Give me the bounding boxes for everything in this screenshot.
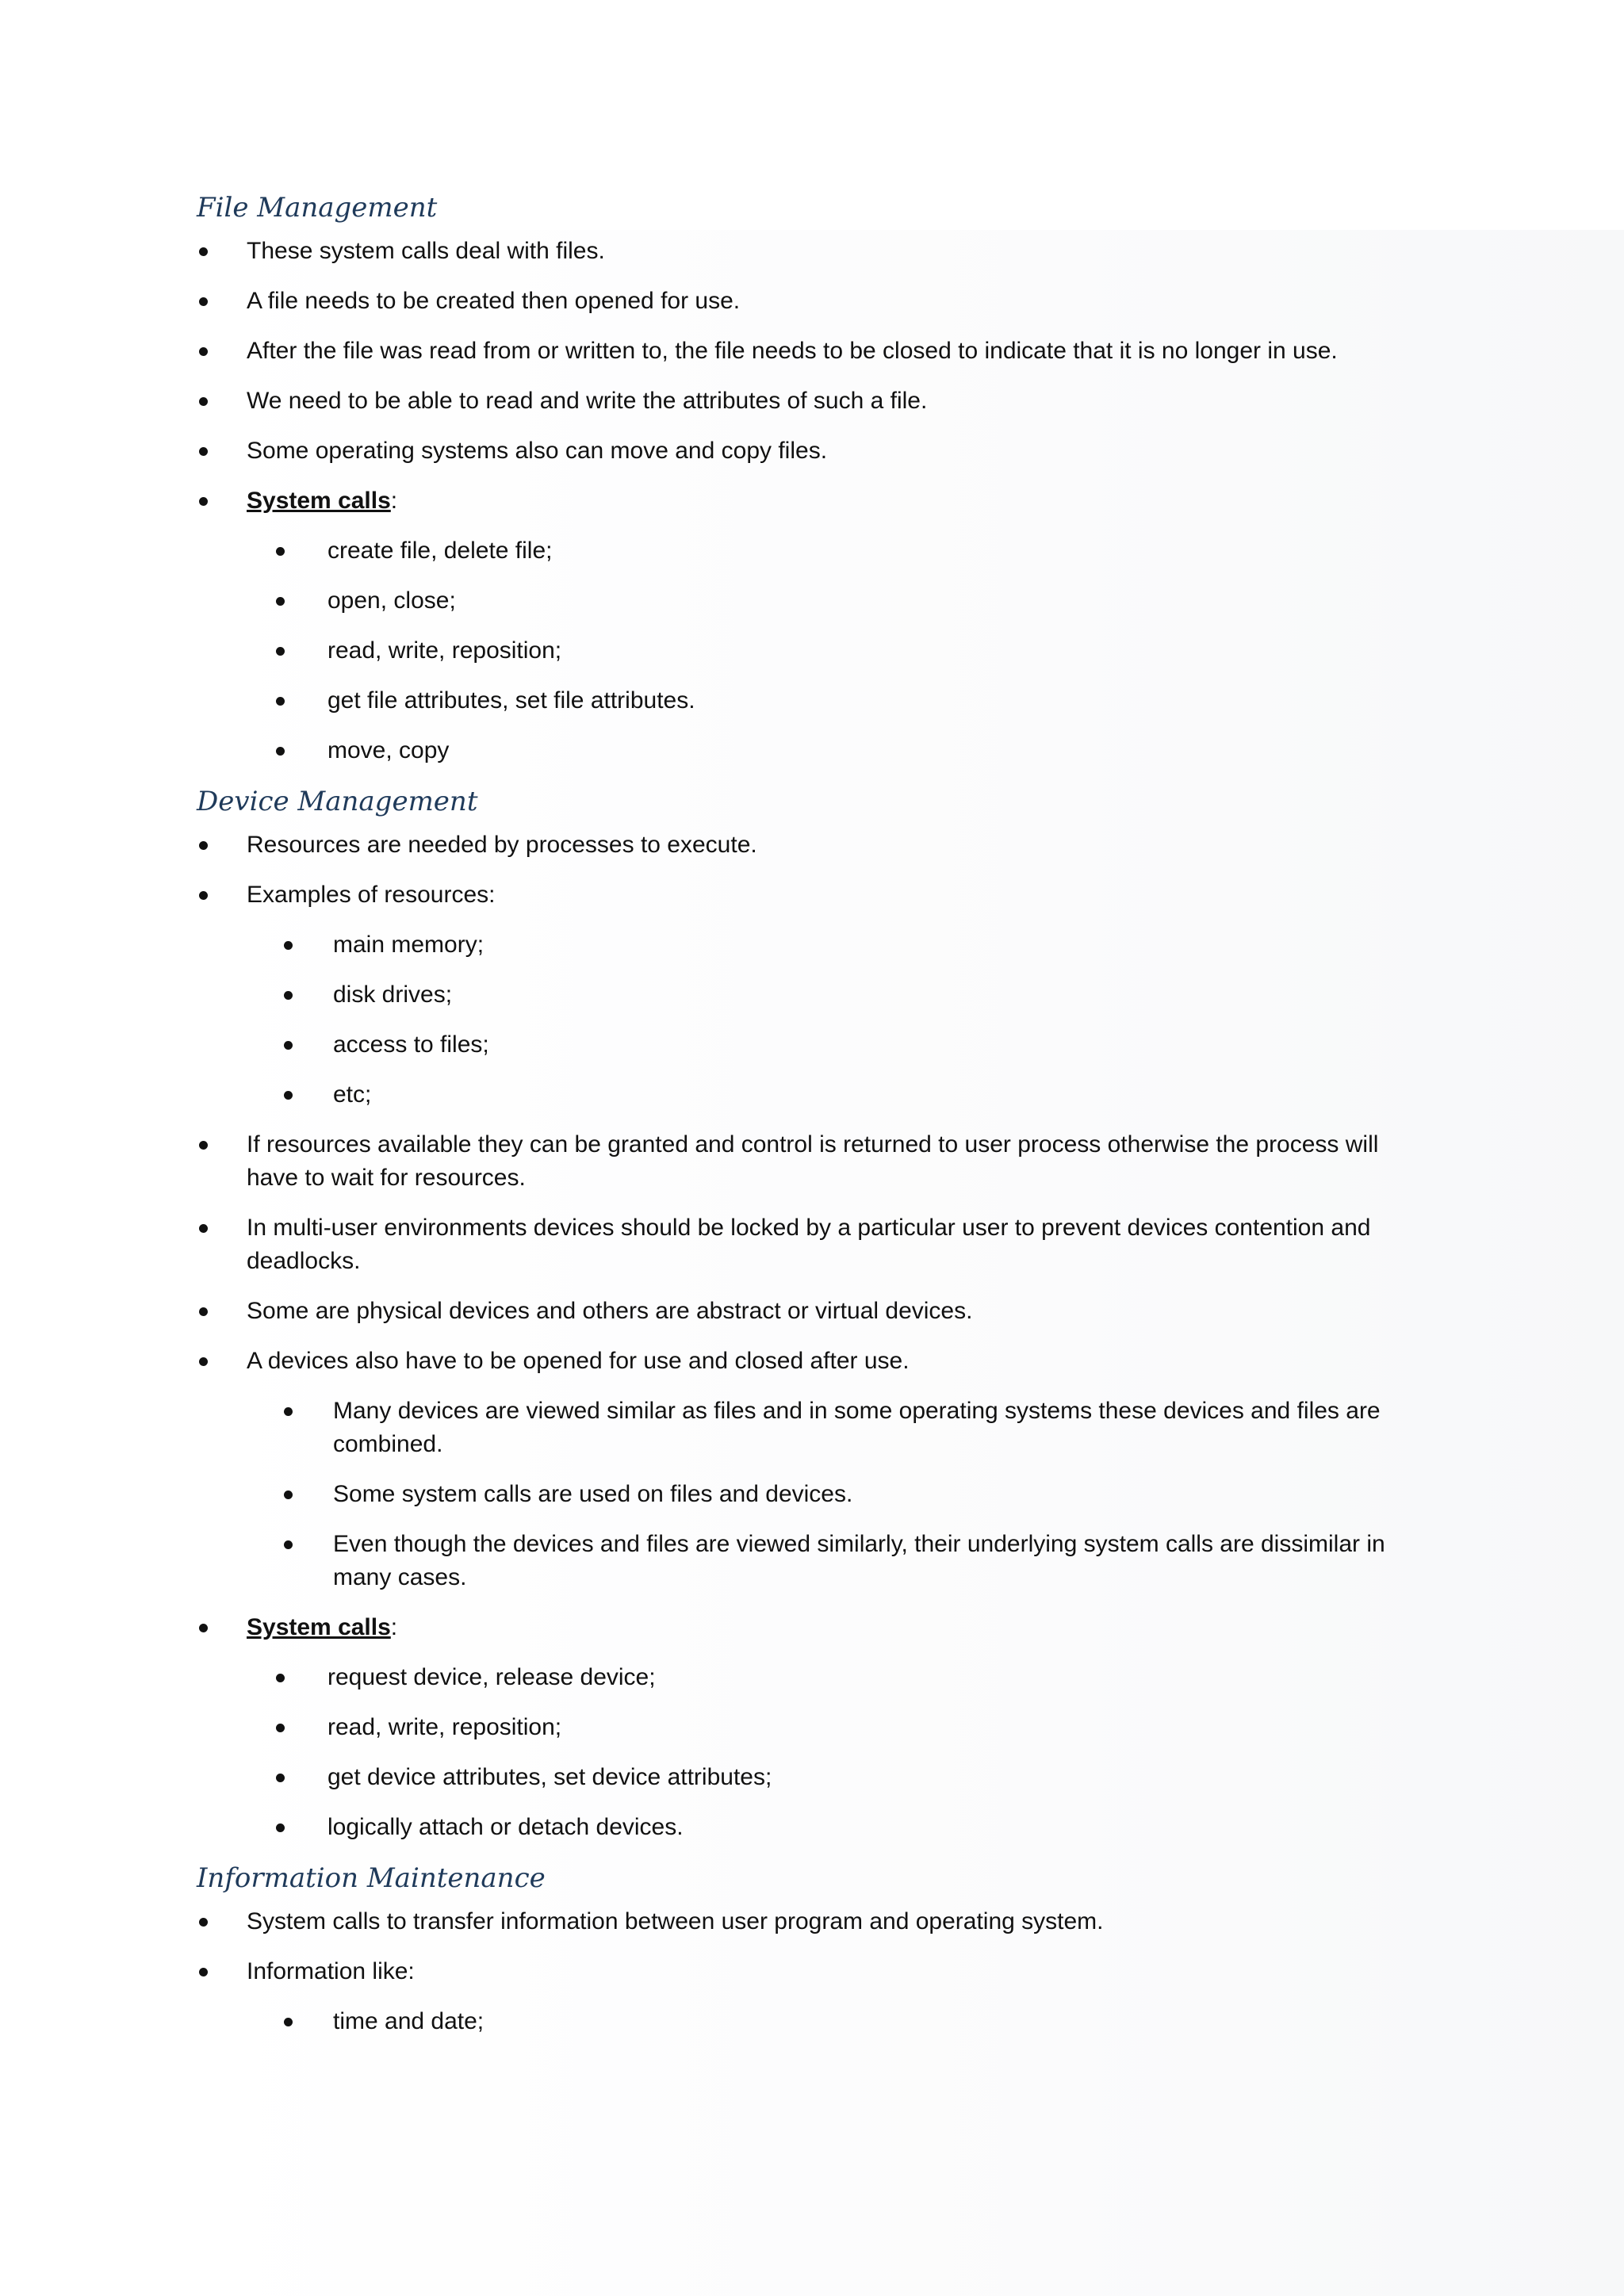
colon: :	[390, 1614, 398, 1640]
list-item: Examples of resources:	[197, 878, 1434, 912]
syscall-item: get device attributes, set device attributes;	[197, 1761, 1434, 1794]
list-item: A devices also have to be opened for use and closed after use.	[197, 1345, 1434, 1378]
list-item: Information like:	[197, 1955, 1434, 1988]
list-item-system-calls	[197, 484, 1434, 518]
syscall-item: request device, release device;	[197, 1661, 1434, 1694]
device-note-item: Some system calls are used on files and devices.	[197, 1478, 1434, 1511]
list-item-system-calls	[197, 1611, 1434, 1644]
heading-device-management: Device Management	[197, 786, 478, 817]
list-item: We need to be able to read and write the attributes of such a file.	[197, 385, 1434, 418]
device-note-item: Many devices are viewed similar as files and in some operating systems these devices and files are combined.	[197, 1395, 1434, 1461]
syscall-item: read, write, reposition;	[197, 1711, 1434, 1744]
list-item: If resources available they can be granted and control is returned to user process otherwise the process will have to wait for resources.	[197, 1128, 1434, 1195]
syscall-item: open, close;	[197, 584, 1434, 618]
resource-item: main memory;	[197, 928, 1434, 962]
syscall-item: logically attach or detach devices.	[197, 1811, 1434, 1844]
resource-item: etc;	[197, 1078, 1434, 1112]
syscall-item: read, write, reposition;	[197, 634, 1434, 668]
colon: :	[390, 488, 398, 514]
heading-information-maintenance: Information Maintenance	[197, 1862, 546, 1894]
resource-item: disk drives;	[197, 978, 1434, 1012]
list-item: After the file was read from or written to, the file needs to be closed to indicate that it is no longer in use.	[197, 335, 1434, 368]
list-item: Resources are needed by processes to execute.	[197, 828, 1434, 862]
list-item: In multi-user environments devices should be locked by a particular user to prevent devices contention and deadlocks.	[197, 1211, 1434, 1278]
information-maintenance-list	[197, 1905, 1434, 2038]
list-item: A file needs to be created then opened for use.	[197, 285, 1434, 318]
list-item: Some operating systems also can move and copy files.	[197, 434, 1434, 468]
system-calls-label: System calls	[247, 1614, 391, 1640]
heading-file-management: File Management	[197, 192, 438, 224]
system-calls-label: System calls	[247, 488, 391, 514]
list-item: Some are physical devices and others are abstract or virtual devices.	[197, 1295, 1434, 1328]
document-body	[197, 190, 1434, 2055]
list-item: System calls to transfer information between user program and operating system.	[197, 1905, 1434, 1938]
list-item: These system calls deal with files.	[197, 235, 1434, 268]
file-management-list	[197, 235, 1434, 767]
syscall-item: move, copy	[197, 734, 1434, 767]
syscall-item: get file attributes, set file attributes.	[197, 684, 1434, 718]
device-note-item: Even though the devices and files are viewed similarly, their underlying system calls are dissimilar in many cases.	[197, 1528, 1434, 1594]
syscall-item: create file, delete file;	[197, 534, 1434, 568]
resource-item: access to files;	[197, 1028, 1434, 1062]
info-item: time and date;	[197, 2005, 1434, 2038]
device-management-list	[197, 828, 1434, 1844]
